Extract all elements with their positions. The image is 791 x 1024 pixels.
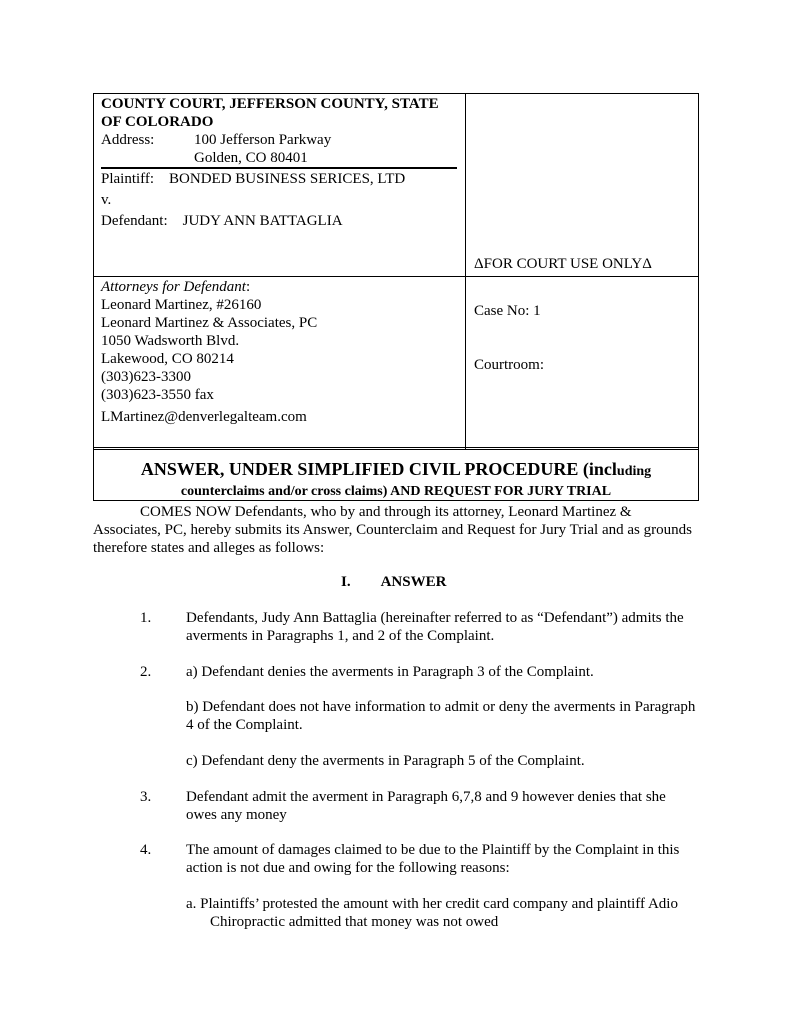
attorneys-label: Attorneys for Defendant (101, 279, 246, 295)
court-name-line1: COUNTY COURT, JEFFERSON COUNTY, STATE (101, 96, 439, 112)
paragraph-4a (186, 895, 686, 931)
firm-email: LMartinez@denverlegalteam.com (101, 409, 307, 425)
paragraph-1-text: Defendants, Judy Ann Battaglia (hereinafter referred to as “Defendant”) admits the averments in Paragraphs 1, and 2 of the Complaint. (186, 610, 684, 644)
address-underline (101, 167, 457, 169)
firm-street: 1050 Wadsworth Blvd. (101, 333, 240, 349)
court-name-line2: OF COLORADO (101, 114, 214, 130)
versus: v. (101, 192, 112, 208)
title-line1 (94, 459, 698, 482)
court-info (101, 95, 461, 167)
caption-row-divider (94, 276, 698, 277)
plaintiff: Plaintiff: BONDED BUSINESS SERICES, LTD (101, 171, 406, 187)
defendant: Defendant: JUDY ANN BATTAGLIA (101, 213, 343, 229)
caption-column-divider (465, 94, 466, 449)
paragraph-1 (140, 609, 700, 645)
paragraph-2b: b) Defendant does not have information to admit or deny the averments in Paragraph 4 of the Complaint. (186, 699, 696, 733)
title-line1-main: ANSWER, UNDER SIMPLIFIED CIVIL PROCEDURE (incl (140, 459, 617, 479)
address-row-2 (101, 149, 461, 167)
title-line1-small: uding (616, 464, 652, 479)
firm-phone: (303)623-3300 (101, 369, 191, 385)
firm-city: Lakewood, CO 80214 (101, 351, 234, 367)
paragraph-3 (140, 788, 700, 824)
paragraph-4 (140, 841, 700, 877)
paragraph-2a-text: a) Defendant denies the averments in Paragraph 3 of the Complaint. (186, 664, 594, 680)
address-line1: 100 Jefferson Parkway (194, 132, 332, 148)
address-row (101, 131, 461, 149)
attorneys-label-row (101, 278, 461, 296)
address-label: Address: (101, 132, 155, 148)
court-use-only: ΔFOR COURT USE ONLYΔ (474, 256, 652, 272)
paragraph-4a-text: a. Plaintiffs’ protested the amount with her credit card company and plaintiff Adio Chiropractic admitted that money was not owed (186, 896, 678, 930)
paragraph-2-number: 2. (140, 664, 152, 680)
attorney-name: Leonard Martinez, #26160 (101, 297, 262, 313)
caption-title-divider (94, 447, 698, 450)
parties (101, 170, 461, 233)
paragraph-3-text: Defendant admit the averment in Paragraph 6,7,8 and 9 however denies that she owes any money (186, 789, 666, 823)
case-number: Case No: 1 (474, 303, 541, 319)
document-title (94, 459, 698, 502)
paragraph-4-number: 4. (140, 842, 152, 858)
section-heading (341, 573, 446, 591)
firm-fax: (303)623-3550 fax (101, 387, 214, 403)
address-line2: Golden, CO 80401 (194, 150, 308, 166)
paragraph-2c: c) Defendant deny the averments in Paragraph 5 of the Complaint. (186, 753, 585, 769)
intro-paragraph: COMES NOW Defendants, who by and through its attorney, Leonard Martinez & Associates, PC, hereby submits its Answer, Counterclaim and Request for Jury Trial and as grounds therefore states and alleges as follows: (93, 504, 692, 556)
section-number: I. (341, 574, 351, 590)
title-line2: counterclaims and/or cross claims) AND REQUEST FOR JURY TRIAL (180, 484, 612, 499)
attorney-info (101, 278, 461, 426)
paragraph-1-number: 1. (140, 610, 152, 626)
courtroom: Courtroom: (474, 357, 544, 373)
case-caption-table (93, 93, 699, 501)
paragraph-2 (140, 663, 700, 681)
paragraph-4-text: The amount of damages claimed to be due to the Plaintiff by the Complaint in this action is not due and owing for the following reasons: (186, 842, 680, 876)
law-firm: Leonard Martinez & Associates, PC (101, 315, 318, 331)
paragraph-3-number: 3. (140, 789, 152, 805)
section-title: ANSWER (380, 574, 447, 590)
attorneys-label-colon: : (245, 279, 251, 295)
